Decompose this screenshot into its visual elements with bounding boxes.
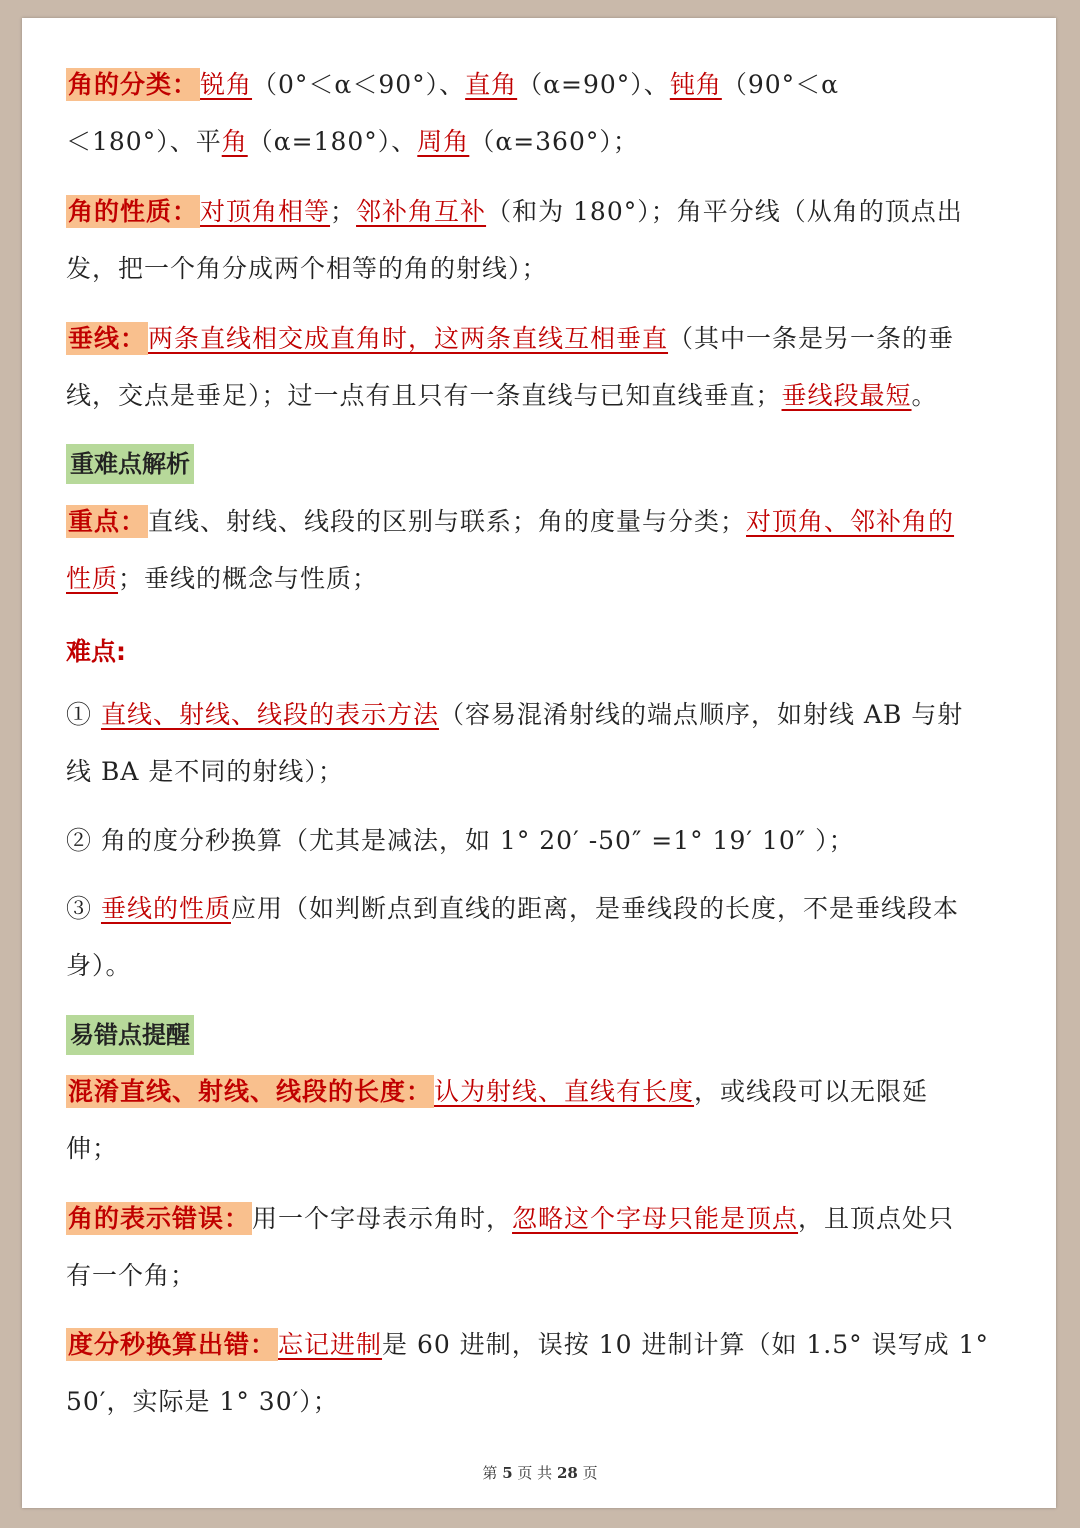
- difficulty-item-2: ② 角的度分秒换算（尤其是减法，如 1° 20′ -50″ =1° 19′ 10″ ）；: [66, 826, 855, 855]
- key-points: 重点：直线、射线、线段的区别与联系；角的度量与分类；对顶角、邻补角的 性质；垂线的概念与性质；: [66, 507, 955, 593]
- keyword-label: 角的分类：: [68, 70, 199, 99]
- angle-classification: 角的分类：锐角（0°＜α＜90°）、直角（α=90°）、钝角（90°＜α ＜180°）、平角（α=180°）、周角（α=360°）；: [66, 70, 840, 156]
- page-footer: 第 5 页 共 28 页: [482, 1464, 598, 1482]
- keyword-label: 角的表示错误：: [68, 1204, 251, 1233]
- keyword-label: 度分秒换算出错：: [68, 1330, 277, 1359]
- keyword-label: 角的性质：: [68, 197, 199, 226]
- mistake-item-3: 度分秒换算出错：忘记进制是 60 进制，误按 10 进制计算（如 1.5° 误写成 1° 50′，实际是 1° 30′）；: [66, 1330, 989, 1416]
- difficulty-item-1: ① 直线、射线、线段的表示方法（容易混淆射线的端点顺序，如射线 AB 与射 线 BA 是不同的射线）；: [66, 700, 964, 786]
- difficulty-item-3: ③ 垂线的性质应用（如判断点到直线的距离，是垂线段的长度，不是垂线段本 身）。: [66, 894, 959, 980]
- perpendicular-lines: 垂线：两条直线相交成直角时，这两条直线互相垂直（其中一条是另一条的垂 线，交点是垂足）；过一点有且只有一条直线与已知直线垂直；垂线段最短。: [66, 324, 955, 410]
- angle-properties: 角的性质：对顶角相等；邻补角互补（和为 180°）；角平分线（从角的顶点出 发，把一个角分成两个相等的角的射线）；: [66, 197, 963, 283]
- keyword-label: 重点：: [68, 507, 147, 536]
- difficulties-title: 难点:: [66, 637, 126, 666]
- mistake-item-2: 角的表示错误：用一个字母表示角时，忽略这个字母只能是顶点，且顶点处只 有一个角；: [66, 1204, 955, 1290]
- section-heading-key-points: 重难点解析: [66, 444, 194, 484]
- keyword-label: 混淆直线、射线、线段的长度：: [68, 1077, 433, 1106]
- keyword-label: 垂线：: [68, 324, 147, 353]
- section-heading-common-mistakes: 易错点提醒: [66, 1015, 194, 1055]
- mistake-item-1: 混淆直线、射线、线段的长度：认为射线、直线有长度，或线段可以无限延 伸；: [66, 1077, 929, 1163]
